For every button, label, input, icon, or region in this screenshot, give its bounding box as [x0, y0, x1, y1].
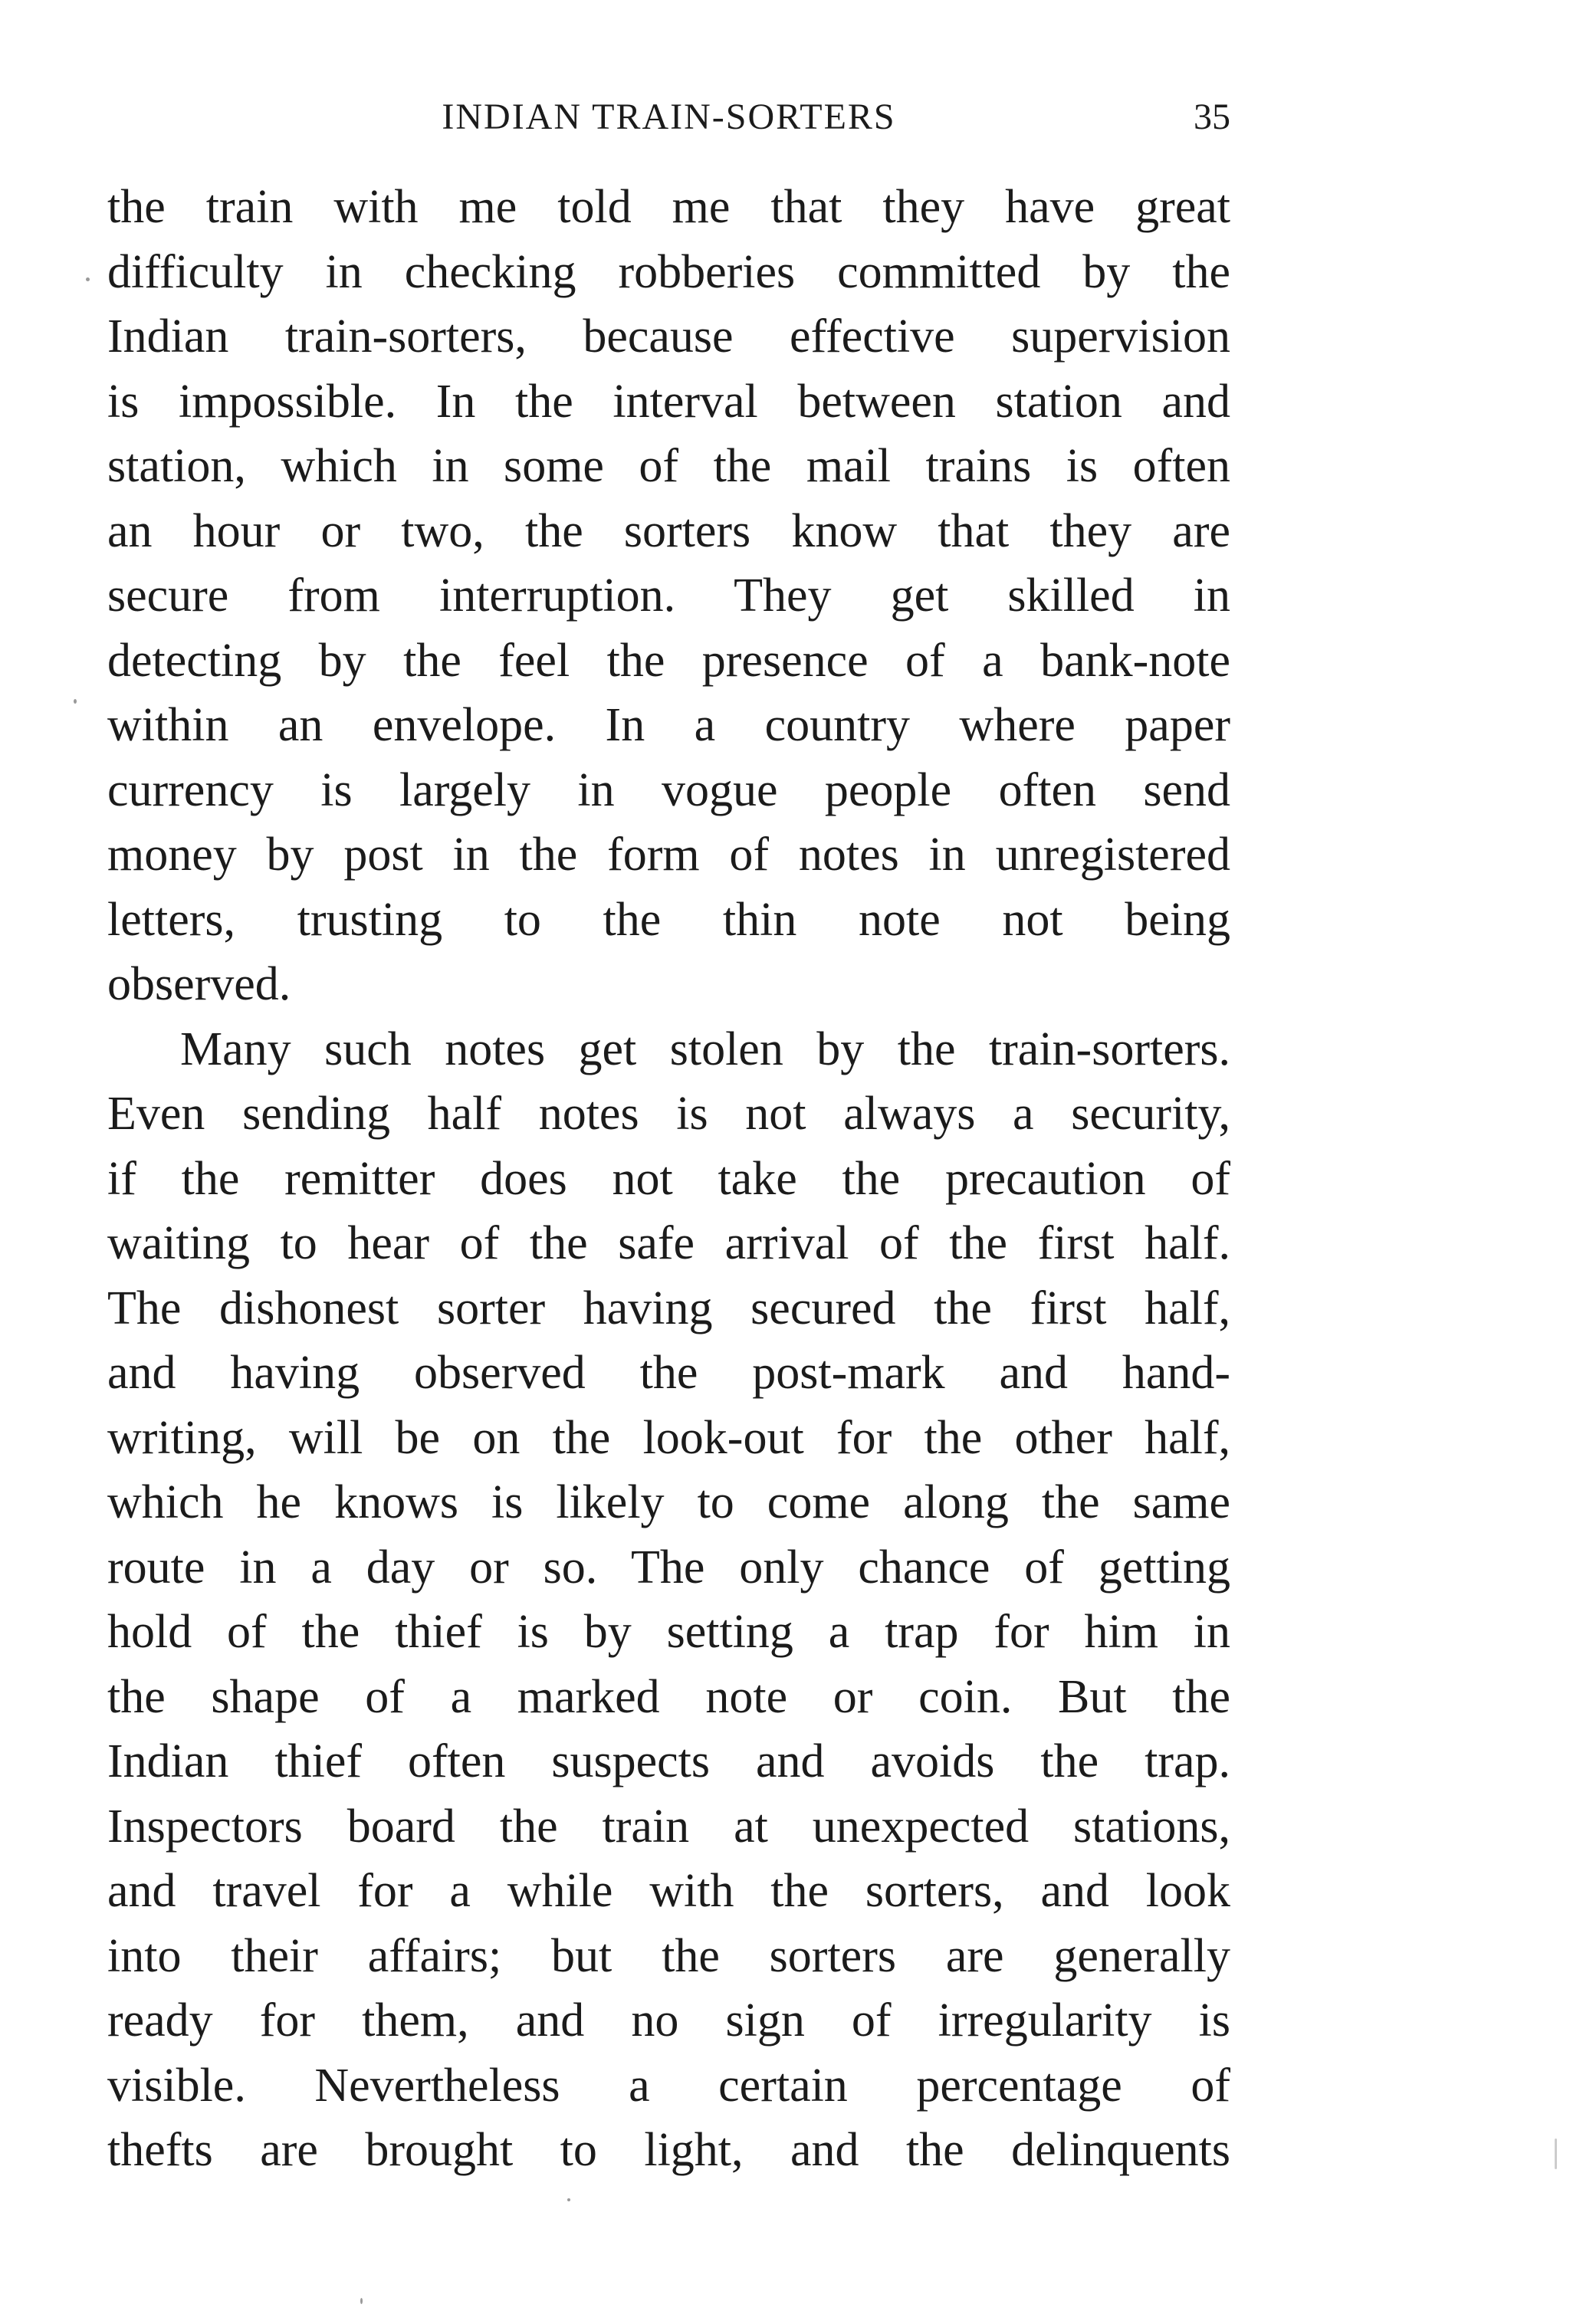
text-line: detecting by the feel the presence of a bank-note [107, 634, 1230, 687]
scan-speck [567, 2198, 570, 2201]
text-line: currency is largely in vogue people often send [107, 763, 1230, 816]
text-line: and travel for a while with the sorters, and look [107, 1865, 1230, 1917]
text-line: Indian train-sorters, because effective supervision [107, 310, 1230, 363]
text-line: secure from interruption. They get skilled in [107, 570, 1230, 622]
scan-speck [1555, 2139, 1557, 2169]
text-line: Indian thief often suspects and avoids the trap. [107, 1735, 1230, 1787]
text-line: visible. Nevertheless a certain percentage of [107, 2059, 1230, 2112]
text-line: The dishonest sorter having secured the first half, [107, 1282, 1230, 1334]
page-number: 35 [1194, 97, 1230, 137]
paragraph-1 [107, 175, 1230, 1017]
text-line: hold of the thief is by setting a trap for him in [107, 1606, 1230, 1658]
text-line: Even sending half notes is not always a security, [107, 1088, 1230, 1140]
text-line: an hour or two, the sorters know that they are [107, 504, 1230, 557]
text-line: thefts are brought to light, and the delinquents [107, 2124, 1230, 2176]
scan-speck [360, 2298, 363, 2304]
text-line: writing, will be on the look-out for the other half, [107, 1411, 1230, 1464]
text-line: Inspectors board the train at unexpected stations, [107, 1800, 1230, 1853]
text-line: and having observed the post-mark and hand- [107, 1347, 1230, 1399]
text-line: money by post in the form of notes in unregistered [107, 829, 1230, 881]
text-line: the shape of a marked note or coin. But the [107, 1670, 1230, 1723]
text-line: station, which in some of the mail trains is often [107, 440, 1230, 492]
text-line: if the remitter does not take the precaution of [107, 1152, 1230, 1205]
text-line: waiting to hear of the safe arrival of the first half. [107, 1217, 1230, 1269]
scan-speck [86, 277, 90, 281]
paragraph-2 [107, 1017, 1230, 2183]
text-line: is impossible. In the interval between station and [107, 375, 1230, 428]
text-line: letters, trusting to the thin note not being [107, 893, 1230, 946]
text-line: Many such notes get stolen by the train-sorters. [180, 1022, 1230, 1075]
running-title: INDIAN TRAIN-SORTERS [442, 97, 896, 137]
text-line: ready for them, and no sign of irregularity is [107, 1994, 1230, 2047]
text-line: within an envelope. In a country where paper [107, 699, 1230, 751]
text-line: into their affairs; but the sorters are generally [107, 1929, 1230, 1982]
running-head [107, 90, 1230, 144]
text-line: difficulty in checking robberies committed by the [107, 245, 1230, 298]
text-line: route in a day or so. The only chance of getting [107, 1541, 1230, 1594]
text-line: the train with me told me that they have great [107, 181, 1230, 233]
scan-speck [74, 699, 77, 704]
text-line: which he knows is likely to come along the same [107, 1476, 1230, 1528]
text-line: observed. [107, 958, 291, 1010]
body-text [107, 175, 1230, 2183]
